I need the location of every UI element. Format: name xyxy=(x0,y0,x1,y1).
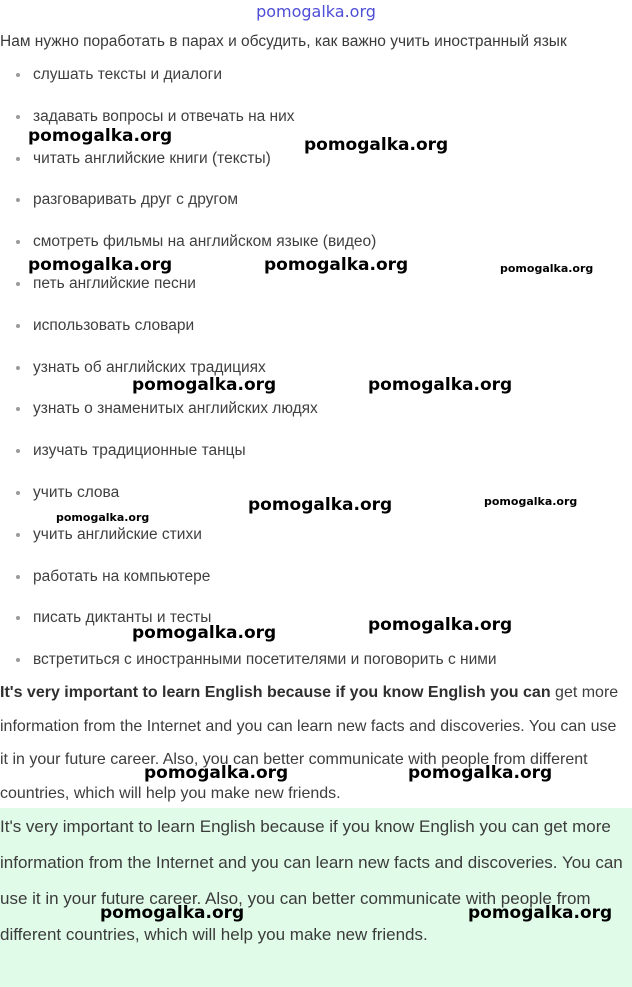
list-item-text: использовать словари xyxy=(33,316,195,334)
answer-bold-text: It's very important to learn English because if you know English you can xyxy=(0,684,551,701)
watermark: pomogalka.org xyxy=(100,903,245,923)
watermark: pomogalka.org xyxy=(144,763,289,783)
bullet-icon xyxy=(16,407,20,411)
list-item-text: учить английские стихи xyxy=(33,525,202,543)
bullet-icon xyxy=(16,533,20,537)
watermark: pomogalka.org xyxy=(56,511,150,524)
list-item-text: учить слова xyxy=(33,483,120,501)
answer-paragraph-highlighted: It's very important to learn English because if you know English you can get more information from the Internet and you can learn new facts and discoveries. You can use it in your future career. Also, you can better communicate with people from different countries, which will help you make new friends. xyxy=(0,817,623,944)
list-item xyxy=(0,560,497,602)
bullet-icon xyxy=(16,616,20,620)
list-item xyxy=(0,392,497,434)
watermark: pomogalka.org xyxy=(248,495,393,515)
list-item-text: работать на компьютере xyxy=(33,567,211,585)
answer-rest-text: get more information from the Internet and you can learn new facts and discoveries. You can use it in your future career. Also, you can better communicate with people from different countries, which will help you make new friends. xyxy=(0,684,619,802)
watermark: pomogalka.org xyxy=(368,375,513,395)
list-item-text: узнать об английских традициях xyxy=(33,358,266,376)
bullet-icon xyxy=(16,324,20,328)
watermark: pomogalka.org xyxy=(132,375,277,395)
bullet-icon xyxy=(16,658,20,662)
watermark: pomogalka.org xyxy=(304,135,449,155)
bullet-icon xyxy=(16,73,20,77)
list-item-text: узнать о знаменитых английских людях xyxy=(33,400,318,418)
site-logo[interactable]: pomogalka.org xyxy=(256,2,376,21)
watermark: pomogalka.org xyxy=(468,903,613,923)
watermark: pomogalka.org xyxy=(28,255,173,275)
list-item-text: читать английские книги (тексты) xyxy=(33,149,271,167)
list-item-text: петь английские песни xyxy=(33,274,196,292)
watermark: pomogalka.org xyxy=(500,262,594,275)
watermark: pomogalka.org xyxy=(484,495,578,508)
list-item xyxy=(0,183,497,225)
watermark: pomogalka.org xyxy=(368,615,513,635)
bullet-icon xyxy=(16,491,20,495)
watermark: pomogalka.org xyxy=(28,126,173,146)
watermark: pomogalka.org xyxy=(132,623,277,643)
watermark: pomogalka.org xyxy=(408,763,553,783)
list-item xyxy=(0,434,497,476)
list-item-text: писать диктанты и тесты xyxy=(33,609,212,627)
answer-paragraph xyxy=(0,676,622,810)
list-item xyxy=(0,58,497,100)
bullet-icon xyxy=(16,282,20,286)
list-item-text: задавать вопросы и отвечать на них xyxy=(33,107,295,125)
bullet-icon xyxy=(16,575,20,579)
bullet-icon xyxy=(16,115,20,119)
list-item xyxy=(0,518,497,560)
bullet-icon xyxy=(16,449,20,453)
watermark: pomogalka.org xyxy=(264,255,409,275)
bullet-icon xyxy=(16,198,20,202)
list-item-text: слушать тексты и диалоги xyxy=(33,66,222,83)
bullet-icon xyxy=(16,157,20,161)
list-item-text: разговаривать друг с другом xyxy=(33,191,238,209)
bullet-icon xyxy=(16,366,20,370)
list-item-text: смотреть фильмы на английском языке (видео) xyxy=(33,233,377,251)
task-intro: Нам нужно поработать в парах и обсудить, как важно учить иностранный язык xyxy=(0,33,567,50)
bullet-icon xyxy=(16,240,20,244)
list-item-text: встретиться с иностранными посетителями и поговорить с ними xyxy=(33,651,497,669)
list-item-text: изучать традиционные танцы xyxy=(33,442,246,460)
list-item xyxy=(0,309,497,351)
